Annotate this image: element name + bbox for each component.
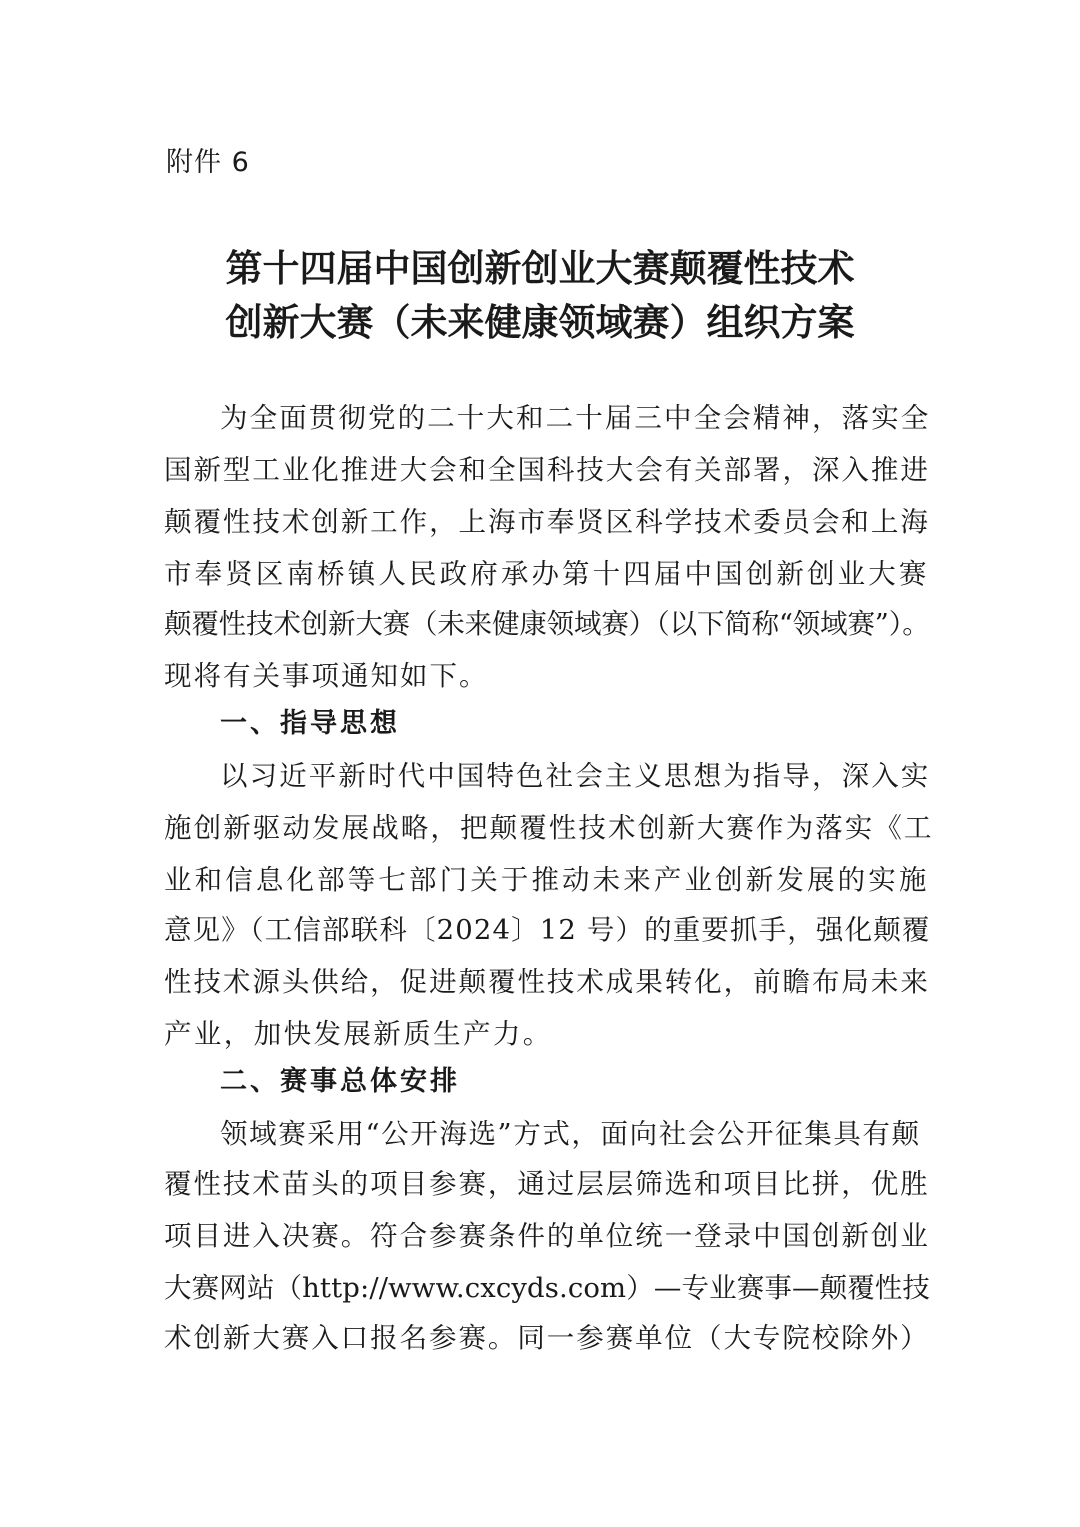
section-heading-overall-arrangement: 二、赛事总体安排 [220,1066,460,1097]
section1-line: 施创新驱动发展战略，把颠覆性技术创新大赛作为落实《工 [164,812,934,844]
section1-line: 性技术源头供给，促进颠覆性技术成果转化，前瞻布局未来 [164,966,930,998]
section2-line: 大赛网站（http://www.cxcyds.com）—专业赛事—颠覆性技 [164,1272,931,1304]
section2-line: 术创新大赛入口报名参赛。同一参赛单位（大专院校除外） [164,1322,930,1354]
section1-line: 业和信息化部等七部门关于推动未来产业创新发展的实施 [164,864,930,896]
section1-line: 产业，加快发展新质生产力。 [164,1018,553,1050]
attachment-label: 附件 6 [166,147,250,178]
section2-line: 领域赛采用“公开海选”方式，面向社会公开征集具有颠 [220,1118,921,1150]
document-title-line-1: 第十四届中国创新创业大赛颠覆性技术 [225,246,855,290]
section-heading-guiding-ideology: 一、指导思想 [220,708,400,739]
intro-line: 颠覆性技术创新大赛（未来健康领域赛）（以下简称“领域赛”）。 [164,608,930,640]
intro-line: 现将有关事项通知如下。 [164,660,489,692]
section2-line: 覆性技术苗头的项目参赛，通过层层筛选和项目比拼，优胜 [164,1168,930,1200]
intro-line: 市奉贤区南桥镇人民政府承办第十四届中国创新创业大赛 [164,558,930,590]
document-title-line-2: 创新大赛（未来健康领域赛）组织方案 [225,300,855,344]
intro-line: 国新型工业化推进大会和全国科技大会有关部署，深入推进 [164,454,930,486]
intro-line: 颠覆性技术创新工作，上海市奉贤区科学技术委员会和上海 [164,506,930,538]
intro-line: 为全面贯彻党的二十大和二十届三中全会精神，落实全 [220,402,931,434]
section1-line: 意见》（工信部联科〔2024〕12 号）的重要抓手，强化颠覆 [164,914,931,946]
section1-line: 以习近平新时代中国特色社会主义思想为指导，深入实 [220,760,931,792]
section2-line: 项目进入决赛。符合参赛条件的单位统一登录中国创新创业 [164,1220,930,1252]
